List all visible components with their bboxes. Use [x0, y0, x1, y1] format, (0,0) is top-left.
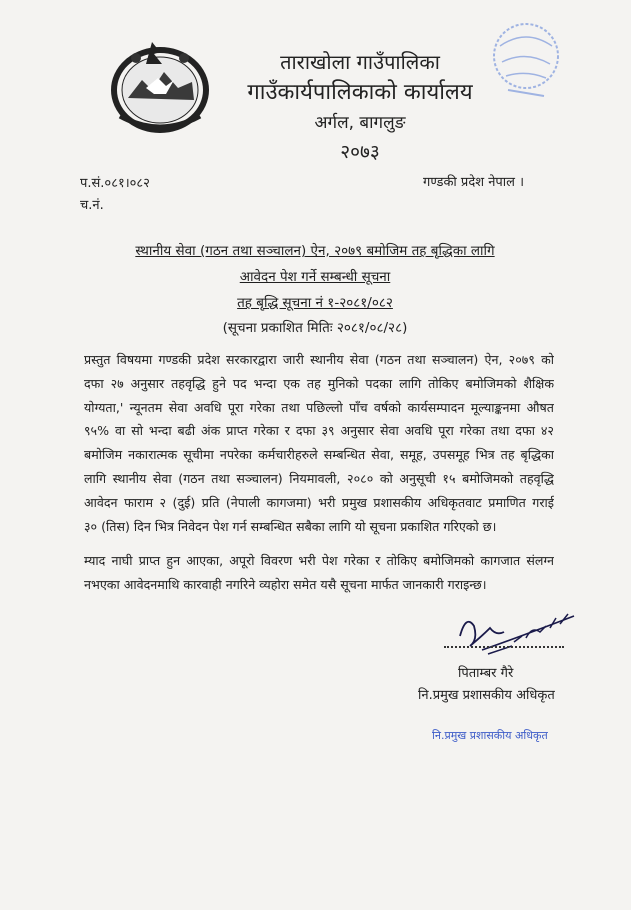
- nepal-government-emblem-icon: [106, 38, 214, 134]
- notice-title: स्थानीय सेवा (गठन तथा सञ्चालन) ऐन, २०७९ बमोजिम तह बृद्धिका लागि: [135, 243, 495, 259]
- dispatch-number: च.नं.: [80, 198, 104, 213]
- letter-reference-number: प.सं.०८१।०८२: [80, 176, 150, 191]
- paragraph-line: नभएका आवेदनमाथि कारवाही नगरिने व्यहोरा समेत यसै सूचना मार्फत जानकारी गराइन्छ।: [84, 576, 487, 592]
- notice-published-date: (सूचना प्रकाशित मितिः २०८१/०८/२८): [222, 320, 408, 336]
- paragraph-line: आवेदन फाराम २ (दुई) प्रति (नेपाली कागजमा) भरी प्रमुख प्रशासकीय अधिकृतवाट प्रमाणित गराई: [84, 494, 554, 510]
- paragraph-line: दफा २७ अनुसार तहवृद्धि हुने पद भन्दा एक तह मुनिको पदका लागि तोकिए बमोजिमको शैक्षिक: [84, 375, 554, 391]
- paragraph-line: लागि स्थानीय सेवा (गठन तथा सञ्चालन) नियमावली, २०८० को अनुसूची १५ बमोजिमको तहवृद्धि: [84, 470, 554, 486]
- notice-body-paragraph-1: [84, 348, 554, 538]
- established-year: २०७३: [340, 141, 380, 163]
- notice-number: तह बृद्धि सूचना नं १-२०८१/०८२: [237, 295, 393, 311]
- notice-subtitle: आवेदन पेश गर्ने सम्बन्धी सूचना: [239, 269, 391, 285]
- office-stamp-icon: [486, 16, 566, 106]
- signatory-name: पिताम्बर गैरे: [458, 666, 514, 681]
- designation-stamp: नि.प्रमुख प्रशासकीय अधिकृत: [432, 729, 548, 742]
- province-label: गण्डकी प्रदेश नेपाल ।: [423, 175, 525, 190]
- notice-body-paragraph-2: [84, 549, 554, 597]
- paragraph-line: प्रस्तुत विषयमा गण्डकी प्रदेश सरकारद्वारा जारी स्थानीय सेवा (गठन तथा सञ्चालन) ऐन, २०७९ को: [84, 352, 554, 367]
- paragraph-line: ३० (तिस) दिन भित्र निवेदन पेश गर्न सम्बन्धित सबैका लागि यो सूचना प्रकाशित गरिएको छ।: [84, 518, 497, 534]
- signature-line: [444, 646, 564, 648]
- signatory-designation: नि.प्रमुख प्रशासकीय अधिकृत: [418, 688, 555, 703]
- paragraph-line: योग्यता,' न्यूनतम सेवा अवधि पूरा गरेका तथा पछिल्लो पाँच वर्षको कार्यसम्पादन मूल्याङ्कनमा औषत: [84, 399, 554, 415]
- paragraph-line: म्याद नाघी प्राप्त हुन आएका, अपूरो विवरण भरी पेश गरेका र तोकिए बमोजिमको कागजात संलग्न: [84, 553, 554, 568]
- paragraph-line: बमोजिम नकारात्मक सूचीमा नपरेका कर्मचारीहरुले सम्बन्धित सेवा, समूह, उपसमूह भित्र तह बृद्धिका: [84, 447, 554, 463]
- office-name: गाउँकार्यपालिकाको कार्यालय: [247, 80, 473, 105]
- office-address: अर्गल, बागलुङ: [314, 113, 406, 133]
- handwritten-signature-icon: [452, 606, 582, 662]
- paragraph-line: ९५% वा सो भन्दा बढी अंक प्राप्त गरेका र दफा ३९ अनुसार सेवा अवधि पूरा गरेका तथा दफा ४२: [84, 423, 554, 439]
- municipality-name: ताराखोला गाउँपालिका: [280, 50, 440, 74]
